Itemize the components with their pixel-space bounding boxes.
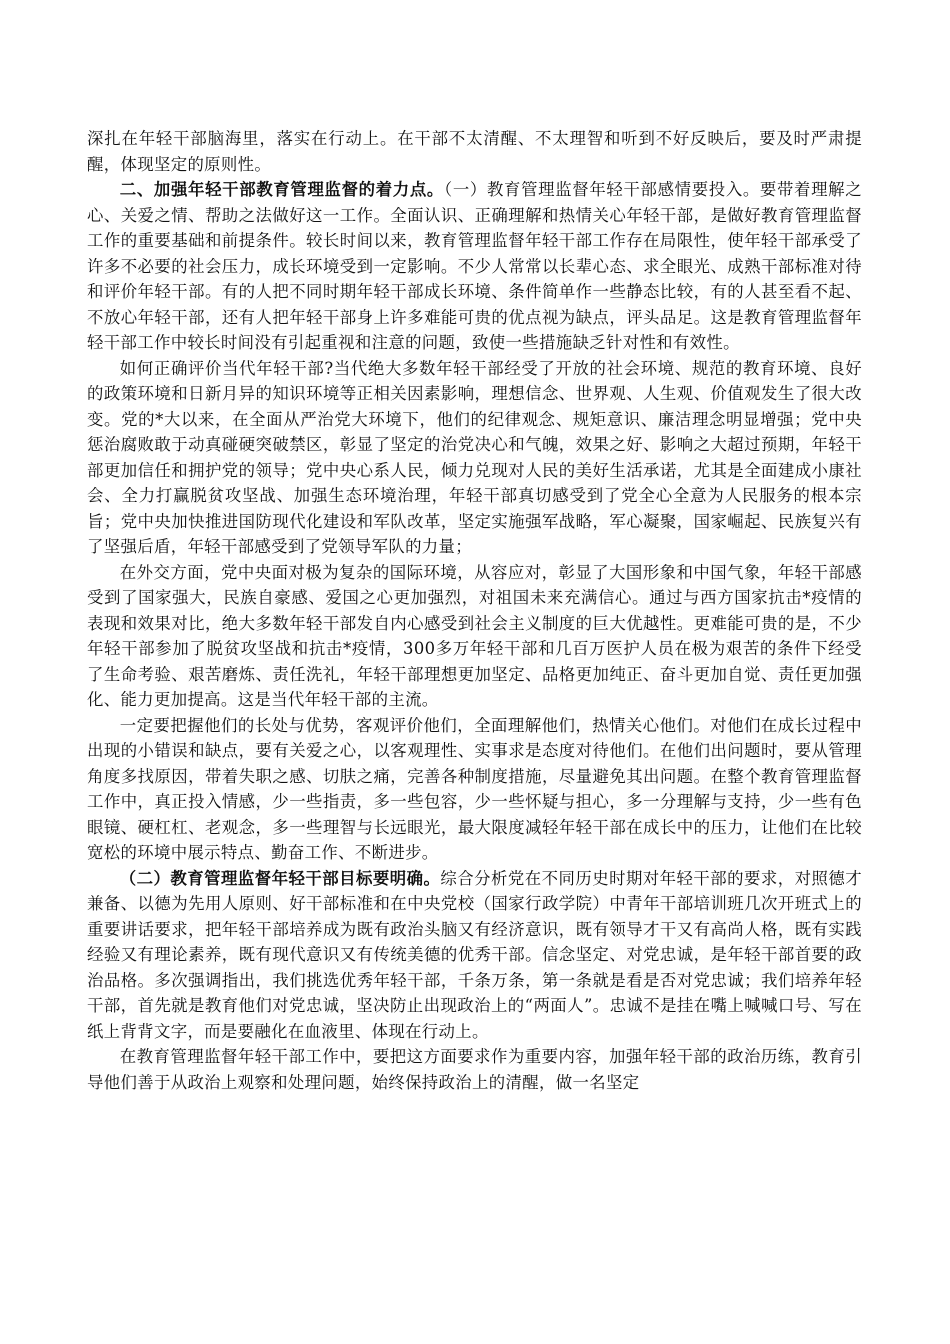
paragraph-4 [87,560,862,713]
subsection-heading-2: （二）教育管理监督年轻干部目标要明确。 [119,868,441,888]
paragraph-7-text: 在教育管理监督年轻干部工作中，要把这方面要求作为重要内容，加强年轻干部的政治历练，教育引导他们善于从政治上观察和处理问题，始终保持政治上的清醒，做一名坚定 [87,1047,862,1092]
paragraph-6 [87,866,862,1045]
paragraph-3 [87,356,862,560]
paragraph-3-text: 如何正确评价当代年轻干部?当代绝大多数年轻干部经受了开放的社会环境、规范的教育环境、良好的政策环境和日新月异的知识环境等正相关因素影响，理想信念、世界观、人生观、价值观发生了很大改变。党的*大以来，在全面从严治党大环境下，他们的纪律观念、规矩意识、廉洁理念明显增强；党中央惩治腐败敢于动真碰硬突破禁区，彰显了坚定的治党决心和气魄，效果之好、影响之大超过预期，年轻干部更加信任和拥护党的领导；党中央心系人民，倾力兑现对人民的美好生活承诺，尤其是全面建成小康社会、全力打赢脱贫攻坚战、加强生态环境治理，年轻干部真切感受到了党全心全意为人民服务的根本宗旨；党中央加快推进国防现代化建设和军队改革，坚定实施强军战略，军心凝聚，国家崛起、民族复兴有了坚强后盾，年轻干部感受到了党领导军队的力量； [87,358,862,556]
paragraph-1 [87,126,862,177]
paragraph-2 [87,177,862,356]
paragraph-5 [87,713,862,866]
paragraph-5-text: 一定要把握他们的长处与优势，客观评价他们，全面理解他们，热情关心他们。对他们在成长过程中出现的小错误和缺点，要有关爱之心，以客观理性、实事求是态度对待他们。在他们出问题时，要从管理角度多找原因，带着失职之感、切肤之痛，完善各种制度措施，尽量避免其出问题。在整个教育管理监督工作中，真正投入情感，少一些指责，多一些包容，少一些怀疑与担心，多一分理解与支持，少一些有色眼镜、硬杠杠、老观念，多一些理智与长远眼光，最大限度减轻年轻干部在成长中的压力，让他们在比较宽松的环境中展示特点、勤奋工作、不断进步。 [87,715,862,862]
paragraph-6-text: 综合分析党在不同历史时期对年轻干部的要求，对照德才兼备、以德为先用人原则、好干部标准和在中央党校（国家行政学院）中青年干部培训班几次开班式上的重要讲话要求，把年轻干部培养成为既有政治头脑又有经济意识，既有领导才干又有高尚人格，既有实践经验又有理论素养，既有现代意识又有传统美德的优秀干部。信念坚定、对党忠诚，是年轻干部首要的政治品格。多次强调指出，我们挑选优秀年轻干部，千条万条，第一条就是看是否对党忠诚；我们培养年轻干部，首先就是教育他们对党忠诚，坚决防止出现政治上的“两面人”。忠诚不是挂在嘴上喊喊口号、写在纸上背背文字，而是要融化在血液里、体现在行动上。 [87,868,863,1041]
section-heading-two: 二、加强年轻干部教育管理监督的着力点。 [119,180,444,199]
paragraph-4-text: 在外交方面，党中央面对极为复杂的国际环境，从容应对，彰显了大国形象和中国气象，年轻干部感受到了国家强大，民族自豪感、爱国之心更加强烈，对祖国未来充满信心。通过与西方国家抗击*疫情的表现和效果对比，绝大多数年轻干部发自内心感受到社会主义制度的巨大优越性。更难能可贵的是，不少年轻干部参加了脱贫攻坚战和抗击*疫情，300多万年轻干部和几百万医护人员在极为艰苦的条件下经受了生命考验、艰苦磨炼、责任洗礼，年轻干部理想更加坚定、品格更加纯正、奋斗更加自觉、责任更加强化、能力更加提高。这是当代年轻干部的主流。 [87,562,862,709]
paragraph-1-text: 深扎在年轻干部脑海里，落实在行动上。在干部不太清醒、不太理智和听到不好反映后，要及时严肃提醒，体现坚定的原则性。 [87,129,862,174]
paragraph-2-text: （一）教育管理监督年轻干部感情要投入。要带着理解之心、关爱之情、帮助之法做好这一工作。全面认识、正确理解和热情关心年轻干部，是做好教育管理监督工作的重要基础和前提条件。较长时间以来，教育管理监督年轻干部工作存在局限性，使年轻干部承受了许多不必要的社会压力，成长环境受到一定影响。不少人常常以长辈心态、求全眼光、成熟干部标准对待和评价年轻干部。有的人把不同时期年轻干部成长环境、条件简单作一些静态比较，有的人甚至看不起、不放心年轻干部，还有人把年轻干部身上许多难能可贵的优点视为缺点，评头品足。这是教育管理监督年轻干部工作中较长时间没有引起重视和注意的问题，致使一些措施缺乏针对性和有效性。 [87,180,862,352]
paragraph-7 [87,1044,862,1095]
document-page [87,126,862,1095]
